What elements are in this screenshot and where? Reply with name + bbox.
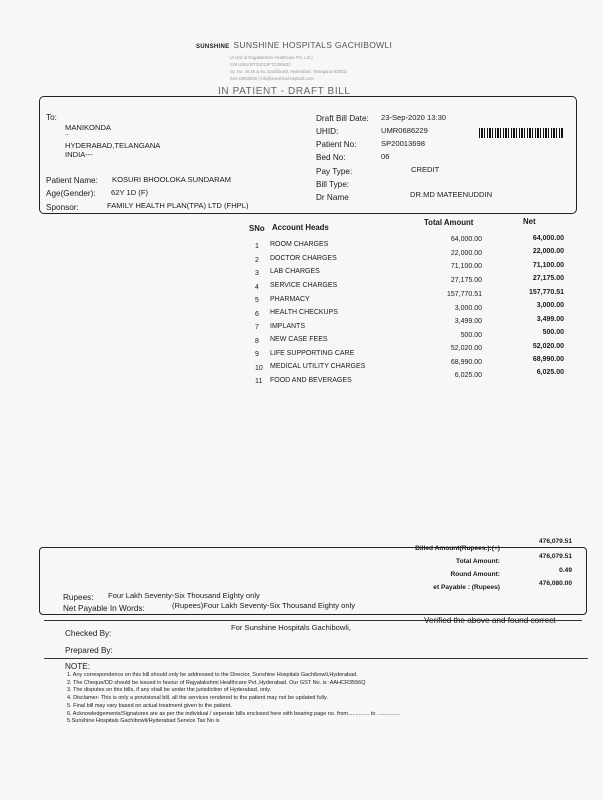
note-item: 1. Any correspondence on this bill should only be addressed to the Director, Sunshine Hospitals Gachibowli,Hyderabad.: [67, 672, 358, 678]
row-sno: 3: [255, 270, 259, 277]
row-total: 157,770.51: [446, 291, 482, 298]
round-amount-label: Round Amount:: [450, 571, 500, 578]
row-net: 3,499.00: [536, 316, 564, 323]
sponsor: FAMILY HEALTH PLAN(TPA) LTD (FHPL): [107, 201, 249, 210]
row-sno: 6: [255, 311, 259, 318]
row-total: 64,000.00: [450, 236, 482, 243]
pay-type: CREDIT: [411, 165, 440, 174]
barcode: [479, 128, 564, 138]
address-line-3: HYDERABAD,TELANGANA: [65, 141, 161, 150]
row-sno: 10: [255, 365, 263, 372]
row-account: ROOM CHARGES: [270, 241, 329, 248]
checked-by-label: Checked By:: [65, 629, 112, 638]
rupees-words: Four Lakh Seventy-Six Thousand Eighty only: [108, 591, 260, 600]
hospital-address: [230, 54, 456, 82]
row-sno: 11: [255, 378, 263, 385]
for-hospital: For Sunshine Hospitals Gachibowli,: [231, 623, 351, 632]
to-label: To:: [46, 113, 57, 122]
net-words-label: Net Payable In Words:: [63, 604, 145, 613]
net-payable-label: et Payable : (Rupees): [433, 584, 500, 591]
row-net: 157,770.51: [528, 289, 564, 296]
note-item: 5.Sunshine Hospitals Gachibowli/Hyderabad Service Tax No is: [67, 718, 220, 725]
patient-no: SP20013698: [381, 139, 425, 148]
row-account: IMPLANTS: [270, 323, 306, 330]
note-item: 6. Acknowledgements/Signatures are as per the individual / seperate bills enclosed here with bearing page no. from.............. to ...............: [67, 710, 400, 717]
address-line: (A Unit of Rajyalakshmi Healthcare Pvt. Ltd.): [230, 55, 313, 60]
note-item: 3. The disputes on this bills, if any shall be under the jurisdiction of Hyderabad, only.: [67, 687, 272, 694]
col-header-total: Total Amount: [424, 218, 474, 227]
dr-name-label: Dr Name: [316, 193, 349, 202]
row-sno: 2: [255, 257, 259, 264]
verified-text: Verified the above and found correct: [424, 616, 556, 625]
row-account: LAB CHARGES: [270, 268, 320, 275]
row-total: 3,000.00: [454, 305, 482, 312]
patient-name-label: Patient Name:: [46, 176, 98, 185]
row-sno: 9: [255, 351, 259, 358]
col-header-account: Account Heads: [272, 223, 329, 232]
pay-type-label: Pay Type:: [316, 167, 353, 176]
total-amount: 476,079.51: [538, 553, 572, 560]
row-net: 52,020.00: [532, 343, 564, 350]
row-total: 71,100.00: [450, 263, 482, 270]
patient-no-label: Patient No:: [316, 140, 357, 149]
notes-list: [67, 672, 400, 726]
row-total: 3,499.00: [454, 318, 482, 325]
row-net: 22,000.00: [532, 248, 564, 255]
address-line: CIN U85100TG2013PTC089632: [230, 62, 291, 67]
bed-no: 06: [381, 152, 390, 161]
row-total: 6,025.00: [454, 372, 482, 379]
patient-name: KOSURI BHOOLOKA SUNDARAM: [112, 175, 231, 184]
row-total: 68,990.00: [450, 359, 482, 366]
uhid: UMR0686229: [381, 126, 428, 135]
note-item: 4. Disclamer- This is only a provisional bill, all the services rendered to the patient may not be updated fully.: [67, 695, 328, 702]
note-item: 5. Final bill may vary based on actual treatment given to the patient.: [67, 702, 232, 709]
row-net: 71,100.00: [532, 262, 564, 269]
address-line-2: --: [65, 132, 69, 138]
bill-date: 23-Sep-2020 13:30: [381, 113, 447, 122]
row-net: 500.00: [542, 329, 564, 336]
row-account: MEDICAL UTILITY CHARGES: [270, 363, 366, 370]
prepared-by-label: Prepared By:: [65, 646, 113, 655]
uhid-label: UHID:: [316, 127, 339, 136]
row-sno: 5: [255, 297, 259, 304]
hospital-name: SUNSHINE HOSPITALS GACHIBOWLI: [233, 40, 393, 50]
col-header-net: Net: [523, 217, 536, 226]
row-account: SERVICE CHARGES: [270, 282, 338, 289]
row-net: 3,000.00: [536, 302, 564, 309]
row-account: FOOD AND BEVERAGES: [270, 377, 352, 384]
row-sno: 4: [255, 284, 259, 291]
row-net: 64,000.00: [532, 235, 564, 242]
sponsor-label: Sponsor:: [46, 203, 79, 212]
document-title: IN PATIENT - DRAFT BILL: [218, 86, 351, 97]
hospital-logo: SUNSHINE: [196, 44, 230, 50]
net-words: (Rupees)Four Lakh Seventy-Six Thousand Eighty only: [172, 601, 356, 610]
row-net: 6,025.00: [536, 369, 564, 376]
row-sno: 7: [255, 324, 259, 331]
address-line: 040-44550000 | info@sunshinehospitals.com: [230, 76, 314, 81]
address-line-1: MANIKONDA: [65, 123, 111, 132]
row-net: 27,175.00: [532, 275, 564, 282]
bill-type-label: Bill Type:: [316, 180, 350, 189]
row-total: 27,175.00: [450, 277, 482, 284]
row-total: 22,000.00: [450, 250, 482, 257]
age-gender: 62Y 1D (F): [111, 188, 148, 197]
billed-amount: 476,079.51: [538, 538, 572, 545]
round-amount: 0.49: [559, 567, 572, 574]
row-account: PHARMACY: [270, 296, 310, 303]
row-account: NEW CASE FEES: [270, 336, 328, 343]
row-total: 52,020.00: [450, 345, 482, 352]
age-gender-label: Age(Gender):: [46, 189, 96, 198]
row-net: 68,990.00: [532, 356, 564, 363]
address-line-4: INDIA---: [65, 150, 93, 159]
row-account: DOCTOR CHARGES: [270, 255, 337, 262]
address-line: Sy. No. 40,45 & 46, Gachibowli, Hyderabad, Telangana 500032: [230, 69, 348, 74]
rupees-label: Rupees:: [63, 593, 94, 602]
row-total: 500.00: [460, 332, 482, 339]
billed-amount-label: Billed Amount(Rupees.):(+): [415, 545, 500, 552]
col-header-sno: SNo: [249, 224, 265, 233]
row-sno: 8: [255, 338, 259, 345]
note-item: 2. The Cheque/DD should be issued in favour of Rajyalakshmi Healthcare Pvt.,Hyderabad. Our GST No. is :AAHCR3556Q: [67, 679, 366, 686]
row-sno: 1: [255, 243, 259, 250]
hospital-header: [196, 40, 456, 82]
net-payable: 476,080.00: [538, 580, 572, 587]
note-label: NOTE:: [65, 662, 91, 671]
row-account: HEALTH CHECKUPS: [270, 309, 338, 316]
bill-date-label: Draft Bill Date:: [316, 114, 369, 123]
total-amount-label: Total Amount:: [456, 558, 500, 565]
row-account: LIFE SUPPORTING CARE: [270, 350, 355, 357]
bed-no-label: Bed No:: [316, 153, 346, 162]
divider: [44, 658, 588, 659]
dr-name: DR.MD MATEENUDDIN: [410, 190, 493, 199]
